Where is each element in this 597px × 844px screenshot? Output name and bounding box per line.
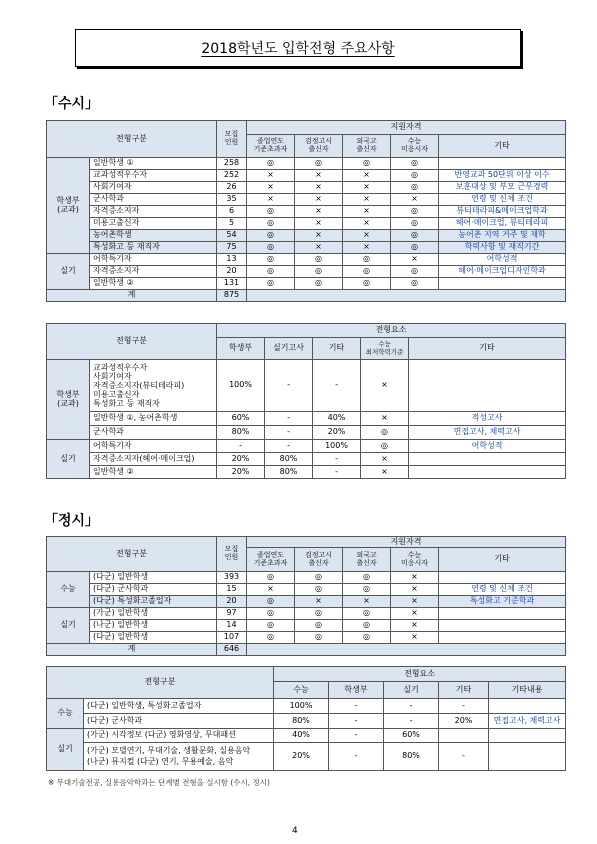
- cell: ◎: [391, 182, 439, 194]
- cell-etc: [489, 699, 566, 714]
- header-practical: 실기고사: [265, 338, 313, 360]
- group-record: 학생부 (교과): [47, 158, 90, 254]
- row-quota: 6: [217, 206, 247, 218]
- cell: -: [384, 699, 439, 714]
- total-label: 계: [47, 644, 217, 656]
- cell: ◎: [295, 278, 343, 290]
- cell-etc: [439, 632, 566, 644]
- header-record: 학생부: [217, 338, 265, 360]
- row-name: 군사학과: [90, 426, 217, 440]
- jeongsi-factors-table: [46, 666, 566, 771]
- cell: ◎: [391, 206, 439, 218]
- header-type: 전형구분: [47, 537, 217, 572]
- cell: 40%: [274, 729, 329, 743]
- header-hs-grad: 졸업연도 기준초과자: [247, 548, 295, 572]
- cell: ◎: [295, 158, 343, 170]
- cell: ×: [295, 170, 343, 182]
- row-quota: 35: [217, 194, 247, 206]
- cell: ×: [295, 194, 343, 206]
- cell: ◎: [391, 218, 439, 230]
- cell: ×: [361, 360, 409, 412]
- row-name: 일반학생 ②: [90, 466, 217, 479]
- header-etc: 기타: [439, 548, 566, 572]
- cell: 20%: [274, 743, 329, 771]
- cell: 80%: [265, 453, 313, 466]
- row-quota: 252: [217, 170, 247, 182]
- cell: ×: [391, 584, 439, 596]
- cell: ◎: [391, 266, 439, 278]
- cell: -: [313, 360, 361, 412]
- cell: ×: [361, 412, 409, 426]
- header-hs-grad: 졸업연도 기준초과자: [247, 135, 295, 158]
- cell-etc: [439, 158, 566, 170]
- cell: ×: [247, 194, 295, 206]
- cell-etc: 특성화고 기준학과: [439, 596, 566, 608]
- cell: ×: [295, 596, 343, 608]
- cell-etc: 뷰티테라피&메이크업학과: [439, 206, 566, 218]
- cell: ◎: [247, 242, 295, 254]
- header-quota: 모집 인원: [217, 121, 247, 158]
- cell: ◎: [295, 632, 343, 644]
- susi-factors-table: [46, 323, 566, 479]
- page-number: 4: [292, 826, 298, 836]
- row-name: (나군) 일반학생: [90, 620, 217, 632]
- cell: ×: [343, 194, 391, 206]
- cell: ×: [247, 170, 295, 182]
- header-foreign: 외국고 출신자: [343, 135, 391, 158]
- cell: ◎: [295, 266, 343, 278]
- header-type: 전형구분: [47, 667, 274, 699]
- cell-etc: 헤어·메이크업디자인학과: [439, 266, 566, 278]
- cell: ×: [391, 620, 439, 632]
- cell: ×: [295, 218, 343, 230]
- group-practical: 실기: [47, 254, 90, 290]
- header-factors: 전형요소: [217, 324, 566, 338]
- susi-eligibility-table: [46, 120, 566, 302]
- header-eligibility: 지원자격: [247, 537, 566, 548]
- cell: ×: [343, 242, 391, 254]
- cell: -: [265, 440, 313, 453]
- cell: 20%: [439, 714, 489, 729]
- page-title: 2018학년도 입학전형 주요사항: [201, 41, 395, 57]
- row-name: 어학특기자: [90, 440, 217, 453]
- cell: ×: [295, 242, 343, 254]
- header-type: 전형구분: [47, 121, 217, 158]
- header-type: 전형구분: [47, 324, 217, 360]
- cell-etc: [409, 466, 566, 479]
- cell: 20%: [313, 426, 361, 440]
- row-name-list: 교과성적우수자 사회기여자 자격증소지자(뷰티테라피) 미용고출신자 특성화고 등 재직자: [90, 360, 217, 412]
- cell: ◎: [343, 632, 391, 644]
- row-quota: 14: [217, 620, 247, 632]
- cell: ◎: [247, 158, 295, 170]
- row-quota: 20: [217, 596, 247, 608]
- cell: ◎: [391, 170, 439, 182]
- cell: 80%: [384, 743, 439, 771]
- group-practical: 실기: [47, 608, 90, 644]
- row-name: 어학특기자: [90, 254, 217, 266]
- header-ged: 검정고시 출신자: [295, 548, 343, 572]
- row-name: 자격증소지자: [90, 206, 217, 218]
- header-etc: 기타: [409, 338, 566, 360]
- header-eligibility: 지원자격: [247, 121, 566, 135]
- total-value: 646: [217, 644, 247, 656]
- cell: ×: [295, 230, 343, 242]
- cell: ×: [343, 218, 391, 230]
- group-practical: 실기: [47, 729, 84, 771]
- cell: ×: [391, 608, 439, 620]
- cell: ◎: [247, 278, 295, 290]
- cell-etc: [439, 608, 566, 620]
- header-other: 기타: [439, 682, 489, 699]
- group-csat: 수능: [47, 572, 90, 608]
- cell: 60%: [384, 729, 439, 743]
- cell: ×: [295, 182, 343, 194]
- cell: ×: [361, 466, 409, 479]
- cell: ◎: [343, 266, 391, 278]
- jeongsi-eligibility-table: [46, 536, 566, 656]
- cell: ×: [343, 596, 391, 608]
- row-quota: 75: [217, 242, 247, 254]
- cell: 40%: [313, 412, 361, 426]
- row-quota: 54: [217, 230, 247, 242]
- footnote: ※ 무대기술전공, 실용음악학과는 단계별 전형을 실시함 (수시, 정시): [48, 778, 270, 787]
- row-name: (다군) 특성화고졸업자: [90, 596, 217, 608]
- header-ged: 검정고시 출신자: [295, 135, 343, 158]
- header-factors: 전형요소: [274, 667, 566, 682]
- header-etc-content: 기타내용: [489, 682, 566, 699]
- cell-etc: 연령 및 신체 조건: [439, 194, 566, 206]
- row-name: (다군) 군사학과: [90, 584, 217, 596]
- row-name: 미용고출신자: [90, 218, 217, 230]
- header-record: 학생부: [329, 682, 384, 699]
- cell: -: [217, 440, 265, 453]
- cell: ◎: [295, 254, 343, 266]
- cell: ◎: [247, 620, 295, 632]
- cell-etc: 면접고사, 체력고사: [409, 426, 566, 440]
- cell: ×: [295, 206, 343, 218]
- cell: ◎: [247, 218, 295, 230]
- header-other: 기타: [313, 338, 361, 360]
- cell: ◎: [343, 158, 391, 170]
- row-quota: 131: [217, 278, 247, 290]
- cell: ◎: [343, 620, 391, 632]
- cell: ×: [391, 632, 439, 644]
- cell: -: [439, 743, 489, 771]
- row-name: 농어촌학생: [90, 230, 217, 242]
- cell: ×: [247, 182, 295, 194]
- header-csat: 수능 미응시자: [391, 135, 439, 158]
- row-name: 자격증소지자: [90, 266, 217, 278]
- cell: -: [265, 426, 313, 440]
- cell-etc: 농어촌 지역 거주 및 재학: [439, 230, 566, 242]
- cell-etc: [409, 453, 566, 466]
- row-quota: 20: [217, 266, 247, 278]
- group-practical: 실기: [47, 440, 90, 479]
- cell: ◎: [247, 230, 295, 242]
- cell: 80%: [265, 466, 313, 479]
- cell-etc: 반영교과 50단위 이상 이수: [439, 170, 566, 182]
- total-value: 875: [217, 290, 247, 302]
- susi-heading: 「수시」: [44, 96, 100, 112]
- header-csat: 수능 미응시자: [391, 548, 439, 572]
- cell: ◎: [247, 206, 295, 218]
- cell: ◎: [391, 242, 439, 254]
- cell: ◎: [343, 608, 391, 620]
- total-label: 계: [47, 290, 217, 302]
- cell: -: [265, 360, 313, 412]
- cell: ×: [391, 194, 439, 206]
- cell: ×: [391, 596, 439, 608]
- header-csat-min: 수능 최저학력기준: [361, 338, 409, 360]
- cell: 20%: [217, 453, 265, 466]
- cell: ×: [361, 453, 409, 466]
- cell: ×: [391, 254, 439, 266]
- cell: ◎: [361, 426, 409, 440]
- cell: ◎: [391, 278, 439, 290]
- row-quota: 97: [217, 608, 247, 620]
- cell: 100%: [274, 699, 329, 714]
- row-name: (다군) 일반학생: [90, 632, 217, 644]
- cell: ◎: [343, 278, 391, 290]
- cell: -: [265, 412, 313, 426]
- cell-etc: [439, 620, 566, 632]
- cell: -: [329, 714, 384, 729]
- cell: ×: [343, 230, 391, 242]
- row-quota: 258: [217, 158, 247, 170]
- cell-etc: 어학성적: [439, 254, 566, 266]
- cell-etc: [439, 278, 566, 290]
- jeongsi-heading: 「정시」: [44, 513, 100, 529]
- cell: ×: [391, 572, 439, 584]
- cell: ◎: [247, 572, 295, 584]
- cell: 60%: [217, 412, 265, 426]
- row-quota: 5: [217, 218, 247, 230]
- total-blank: [247, 644, 566, 656]
- cell: ◎: [247, 596, 295, 608]
- cell: -: [439, 699, 489, 714]
- row-name: 일반학생 ①: [90, 158, 217, 170]
- cell-etc: 보훈대상 및 부모 근무경력: [439, 182, 566, 194]
- group-csat: 수능: [47, 699, 84, 729]
- cell: ◎: [295, 584, 343, 596]
- cell-etc: 적성고사: [409, 412, 566, 426]
- cell: -: [329, 743, 384, 771]
- cell: 80%: [217, 426, 265, 440]
- cell: ×: [343, 170, 391, 182]
- cell: ◎: [295, 620, 343, 632]
- row-name: 군사학과: [90, 194, 217, 206]
- cell: ◎: [247, 632, 295, 644]
- cell: 80%: [274, 714, 329, 729]
- cell: ◎: [391, 158, 439, 170]
- row-name: 일반학생 ②: [90, 278, 217, 290]
- row-quota: 107: [217, 632, 247, 644]
- cell: 20%: [217, 466, 265, 479]
- cell: ◎: [343, 584, 391, 596]
- cell-etc: 연령 및 신체 조건: [439, 584, 566, 596]
- cell-etc: 면접고사, 체력고사: [489, 714, 566, 729]
- header-quota: 모집 인원: [217, 537, 247, 572]
- cell: ◎: [247, 266, 295, 278]
- cell: ×: [247, 584, 295, 596]
- row-quota: 13: [217, 254, 247, 266]
- row-quota: 393: [217, 572, 247, 584]
- group-record: 학생부 (교과): [47, 360, 90, 440]
- cell-etc: [439, 572, 566, 584]
- row-name: (가군) 모델연기, 무대기술, 생활문화, 실용음악 (나군) 뮤지컬 (다군) 연기, 무용예술, 음악: [84, 743, 274, 771]
- cell: ×: [343, 182, 391, 194]
- row-name: (다군) 일반학생, 특성화고졸업자: [84, 699, 274, 714]
- header-csat: 수능: [274, 682, 329, 699]
- cell: [439, 729, 489, 743]
- row-quota: 26: [217, 182, 247, 194]
- cell-etc: [489, 743, 566, 771]
- cell: 100%: [217, 360, 265, 412]
- cell: ◎: [247, 608, 295, 620]
- cell: -: [329, 729, 384, 743]
- cell: -: [384, 714, 439, 729]
- cell: ◎: [343, 572, 391, 584]
- header-foreign: 외국고 출신자: [343, 548, 391, 572]
- cell-etc: [489, 729, 566, 743]
- row-name: 사회기여자: [90, 182, 217, 194]
- cell: -: [329, 699, 384, 714]
- cell-etc: [409, 360, 566, 412]
- header-etc: 기타: [439, 135, 566, 158]
- row-name: (가군) 시각정보 (다군) 영화영상, 무대패션: [84, 729, 274, 743]
- cell: ◎: [361, 440, 409, 453]
- cell: -: [313, 453, 361, 466]
- cell: 100%: [313, 440, 361, 453]
- row-name: 특성화고 등 재직자: [90, 242, 217, 254]
- row-name: 일반학생 ①, 농어촌학생: [90, 412, 217, 426]
- row-name: (다군) 군사학과: [84, 714, 274, 729]
- row-name: 자격증소지자(헤어·메이크업): [90, 453, 217, 466]
- cell: ◎: [247, 254, 295, 266]
- cell: ◎: [295, 572, 343, 584]
- cell-etc: 학력사항 및 재직기간: [439, 242, 566, 254]
- cell: ◎: [343, 254, 391, 266]
- header-practical: 실기: [384, 682, 439, 699]
- title-box: [75, 29, 521, 67]
- cell: -: [313, 466, 361, 479]
- cell: ◎: [391, 230, 439, 242]
- row-name: 교과성적우수자: [90, 170, 217, 182]
- cell: ×: [343, 206, 391, 218]
- cell: ◎: [295, 608, 343, 620]
- cell-etc: 헤어·메이크업, 뷰티테라피: [439, 218, 566, 230]
- row-quota: 15: [217, 584, 247, 596]
- cell-etc: 어학성적: [409, 440, 566, 453]
- row-name: (다군) 일반학생: [90, 572, 217, 584]
- total-blank: [247, 290, 566, 302]
- row-name: (가군) 일반학생: [90, 608, 217, 620]
